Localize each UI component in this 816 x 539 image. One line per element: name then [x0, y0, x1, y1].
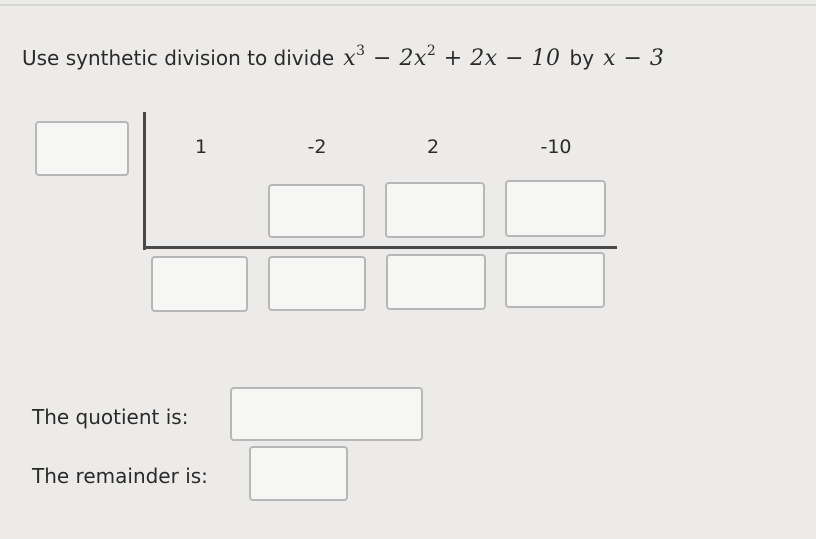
problem-statement: [22, 43, 664, 71]
remainder-input[interactable]: [249, 446, 348, 501]
division-vertical-bar: [143, 112, 146, 250]
coefficient-2: -2: [307, 136, 327, 158]
by-word: by: [569, 46, 595, 70]
remainder-label: The remainder is:: [32, 464, 208, 488]
divisor-expression: x − 3: [603, 46, 665, 71]
division-horizontal-bar: [143, 246, 617, 249]
coefficient-1: 1: [194, 136, 208, 158]
result-input-1[interactable]: [151, 256, 248, 312]
quotient-input[interactable]: [230, 387, 423, 441]
dividend-polynomial: $x^3 - 2x^2 + 2x - 10$: [343, 43, 561, 71]
coefficient-3: 2: [426, 136, 440, 158]
remainder-result-input[interactable]: [505, 252, 605, 308]
result-input-2[interactable]: [268, 256, 366, 311]
product-input-2[interactable]: [268, 184, 365, 238]
coefficient-4: -10: [540, 136, 572, 158]
top-divider: [0, 4, 816, 6]
divisor-root-input[interactable]: [35, 121, 129, 176]
product-input-4[interactable]: [505, 180, 606, 237]
quotient-label: The quotient is:: [32, 405, 189, 429]
result-input-3[interactable]: [386, 254, 486, 310]
instruction-text: Use synthetic division to divide: [22, 46, 335, 70]
product-input-3[interactable]: [385, 182, 485, 238]
